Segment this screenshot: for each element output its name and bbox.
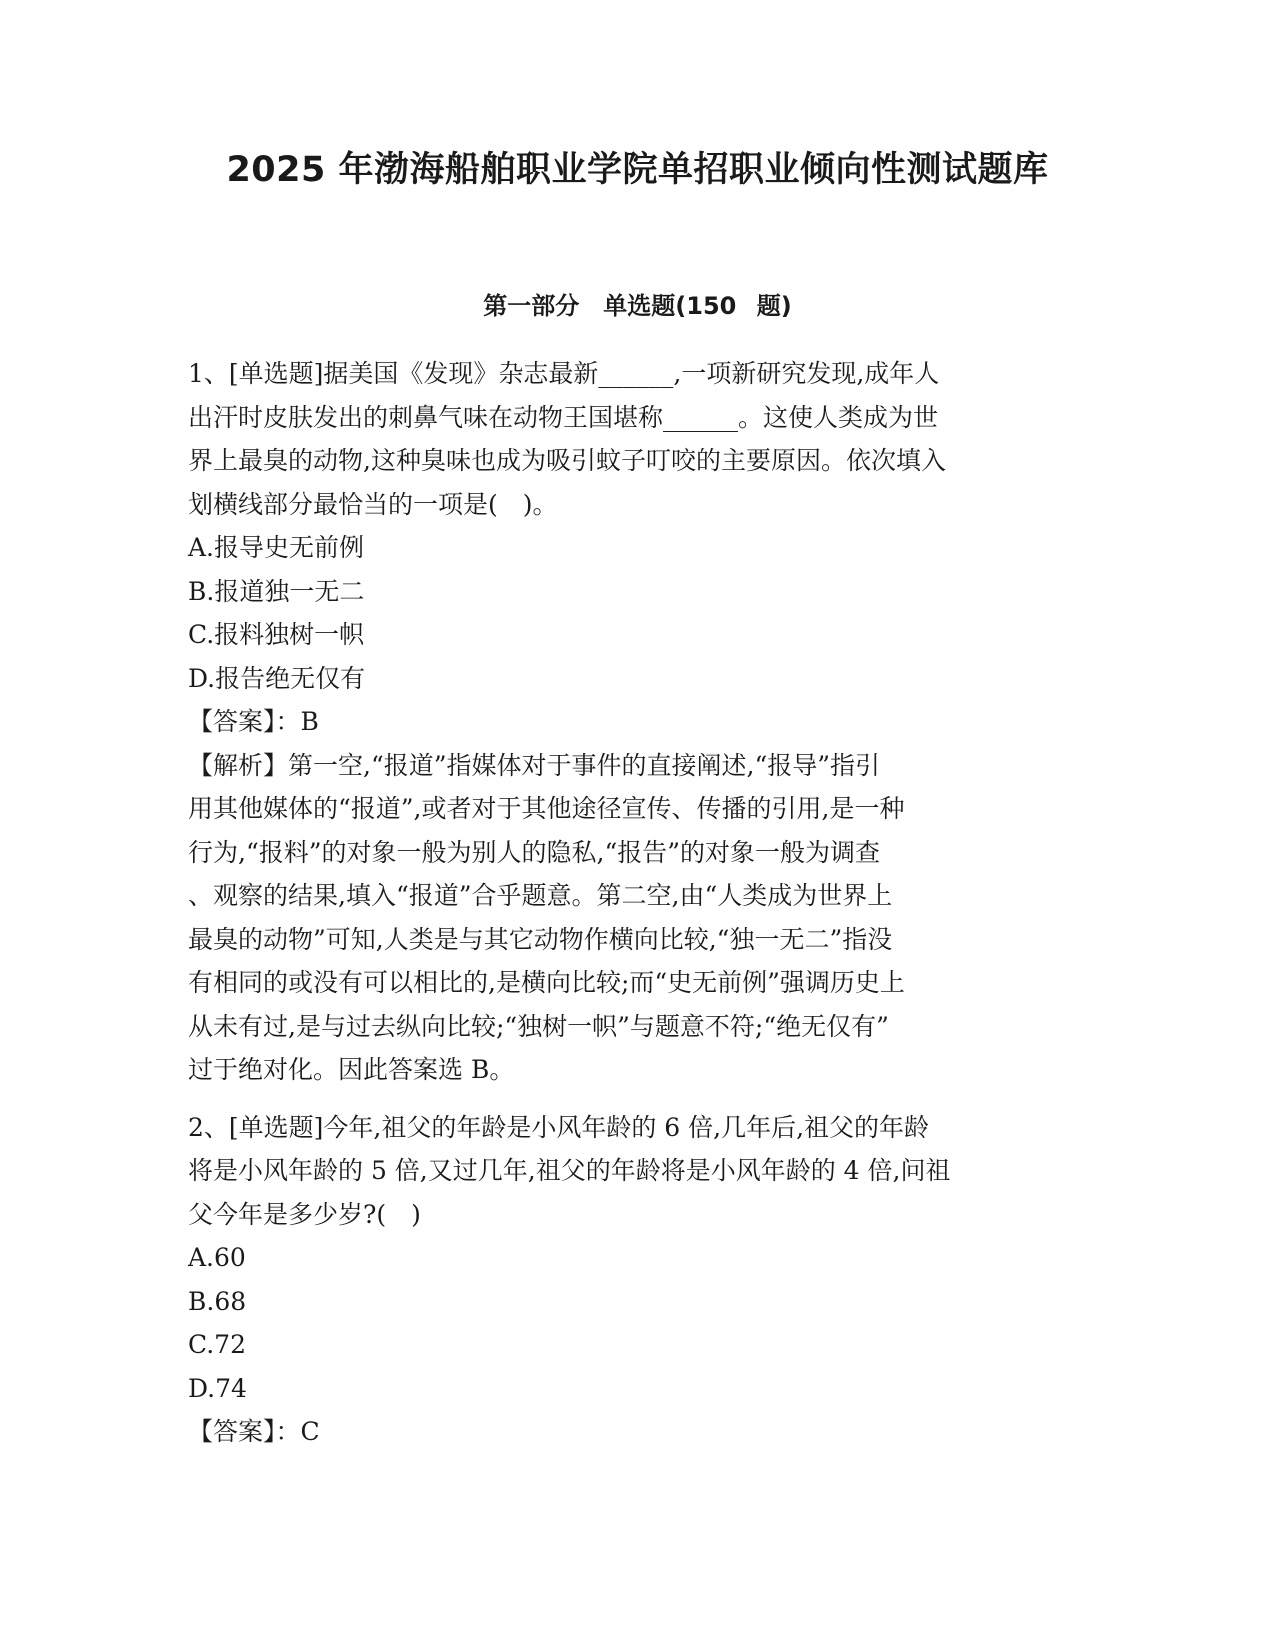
question-stem	[188, 352, 1080, 526]
question-line: 1、[单选题]据美国《发现》杂志最新______,一项新研究发现,成年人	[188, 359, 940, 388]
question-line: 界上最臭的动物,这种臭味也成为吸引蚊子叮咬的主要原因。依次填入	[188, 446, 946, 475]
option-d: D.报告绝无仅有	[188, 663, 366, 693]
option-c: C.72	[188, 1330, 246, 1359]
question-list	[188, 352, 1080, 1454]
option-b: B.68	[188, 1286, 247, 1316]
analysis-line: 用其他媒体的“报道”,或者对于其他途径宣传、传播的引用,是一种	[188, 794, 905, 823]
option-a: A.报导史无前例	[188, 533, 365, 562]
analysis-line: 过于绝对化。因此答案选 B。	[188, 1055, 515, 1084]
analysis-line: 从未有过,是与过去纵向比较;“独树一帜”与题意不符;“绝无仅有”	[188, 1011, 889, 1041]
analysis-line: 最臭的动物”可知,人类是与其它动物作横向比较,“独一无二”指没	[188, 924, 893, 954]
option-c: C.报料独树一帜	[188, 620, 365, 649]
option-b: B.报道独一无二	[188, 576, 365, 606]
document-title: 2025 年渤海船舶职业学院单招职业倾向性测试题库	[226, 150, 1049, 190]
question-line: 出汗时皮肤发出的刺鼻气味在动物王国堪称______。这使人类成为世	[188, 402, 939, 432]
question-line: 划横线部分最恰当的一项是( )。	[188, 489, 558, 519]
question-2	[188, 1106, 1080, 1454]
analysis-line: 有相同的或没有可以相比的,是横向比较;而“史无前例”强调历史上	[188, 968, 905, 997]
option-a: A.60	[188, 1243, 246, 1272]
question-line: 2、[单选题]今年,祖父的年龄是小风年龄的 6 倍,几年后,祖父的年龄	[188, 1112, 930, 1142]
section-heading: 第一部分 单选题(150 题)	[483, 292, 792, 320]
question-stem	[188, 1106, 1080, 1237]
analysis-line: 【解析】第一空,“报道”指媒体对于事件的直接阐述,“报导”指引	[188, 750, 881, 780]
question-line: 将是小风年龄的 5 倍,又过几年,祖父的年龄将是小风年龄的 4 倍,问祖	[188, 1156, 951, 1185]
analysis-line: 行为,“报料”的对象一般为别人的隐私,“报告”的对象一般为调查	[188, 837, 881, 867]
option-d: D.74	[188, 1373, 247, 1403]
analysis-block	[188, 744, 1080, 1092]
answer-line: 【答案】：C	[188, 1417, 320, 1446]
question-line: 父今年是多少岁?( )	[188, 1199, 421, 1229]
analysis-line: 、观察的结果,填入“报道”合乎题意。第二空,由“人类成为世界上	[188, 881, 893, 910]
answer-line: 【答案】：B	[188, 707, 319, 736]
question-1	[188, 352, 1080, 1092]
